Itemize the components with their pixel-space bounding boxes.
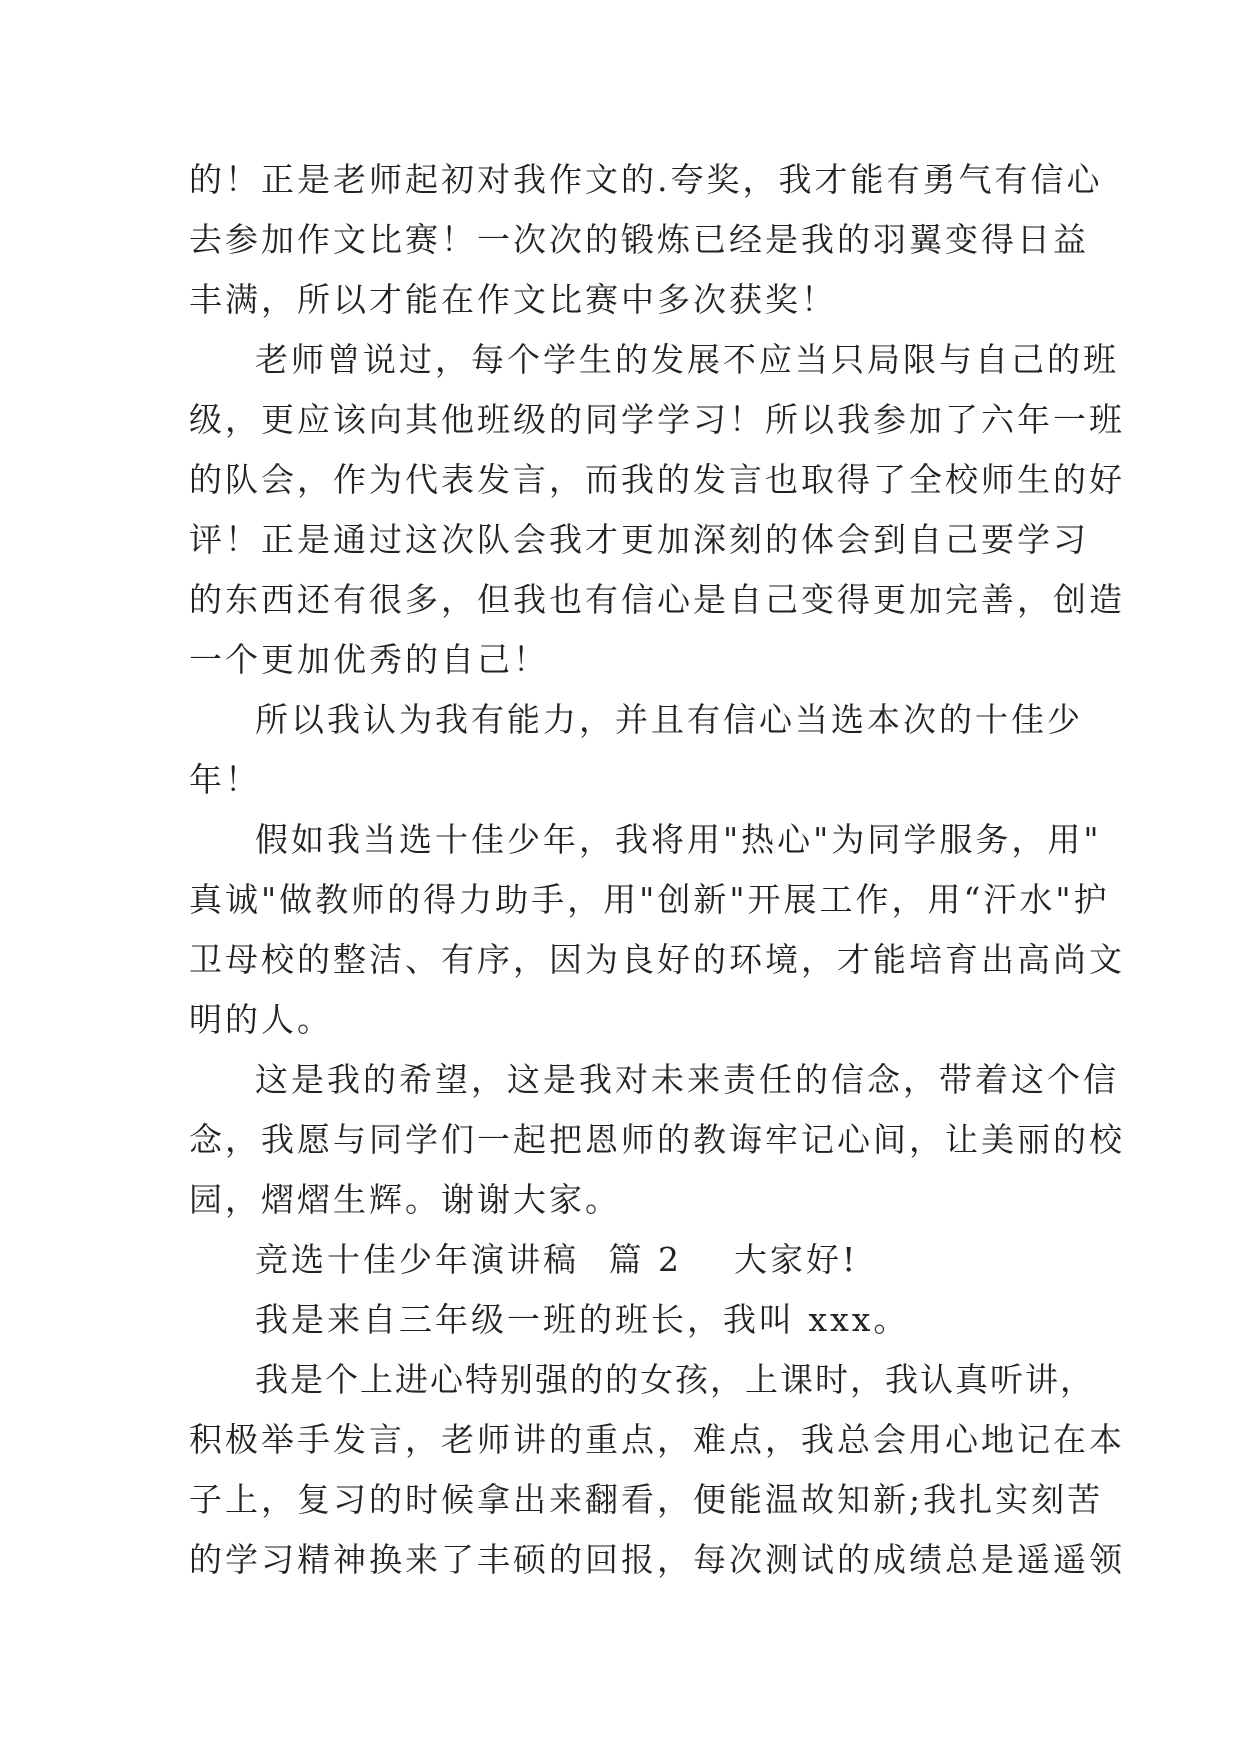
text-line: 所以我认为我有能力，并且有信心当选本次的十佳少	[255, 700, 1083, 739]
text-line: 丰满，所以才能在作文比赛中多次获奖！	[189, 280, 837, 319]
text-line: 假如我当选十佳少年，我将用"热心"为同学服务，用"	[255, 820, 1102, 859]
heading-title: 竞选十佳少年演讲稿	[255, 1240, 579, 1279]
text-line: 年！	[189, 760, 261, 799]
text-line: 园，熠熠生辉。谢谢大家。	[189, 1180, 621, 1219]
text-line: 念，我愿与同学们一起把恩师的教诲牢记心间，让美丽的校	[189, 1120, 1125, 1159]
text-line: 子上，复习的时候拿出来翻看，便能温故知新;我扎实刻苦	[189, 1480, 1104, 1519]
heading-greeting: 大家好!	[734, 1240, 859, 1279]
text-line: 去参加作文比赛！一次次的锻炼已经是我的羽翼变得日益	[189, 220, 1089, 259]
document-body	[189, 150, 1125, 1590]
text-line: 的学习精神换来了丰硕的回报，每次测试的成绩总是遥遥领	[189, 1540, 1125, 1579]
text-line: 明的人。	[189, 1000, 333, 1039]
heading-section: 篇 2	[608, 1240, 682, 1279]
text-line: 这是我的希望，这是我对未来责任的信念，带着这个信	[255, 1060, 1119, 1099]
text-line: 的东西还有很多，但我也有信心是自己变得更加完善，创造	[189, 580, 1125, 619]
text-line: 真诚"做教师的得力助手，用"创新"开展工作，用“汗水"护	[189, 880, 1110, 919]
text-line: 卫母校的整洁、有序，因为良好的环境，才能培育出高尚文	[189, 940, 1125, 979]
text-line: 积极举手发言，老师讲的重点，难点，我总会用心地记在本	[189, 1420, 1125, 1459]
text-line: 的队会，作为代表发言，而我的发言也取得了全校师生的好	[189, 460, 1125, 499]
intro-line: 我是来自三年级一班的班长，我叫 xxx。	[255, 1300, 910, 1339]
text-line: 老师曾说过，每个学生的发展不应当只局限与自己的班	[255, 340, 1119, 379]
text-line: 的！正是老师起初对我作文的.夸奖，我才能有勇气有信心	[189, 160, 1103, 199]
section-heading	[189, 1230, 1065, 1290]
text-line: 一个更加优秀的自己！	[189, 640, 549, 679]
text-line: 级，更应该向其他班级的同学学习！所以我参加了六年一班	[189, 400, 1125, 439]
text-line: 评！正是通过这次队会我才更加深刻的体会到自己要学习	[189, 520, 1089, 559]
text-line: 我是个上进心特别强的的女孩，上课时，我认真听讲，	[255, 1360, 1095, 1399]
